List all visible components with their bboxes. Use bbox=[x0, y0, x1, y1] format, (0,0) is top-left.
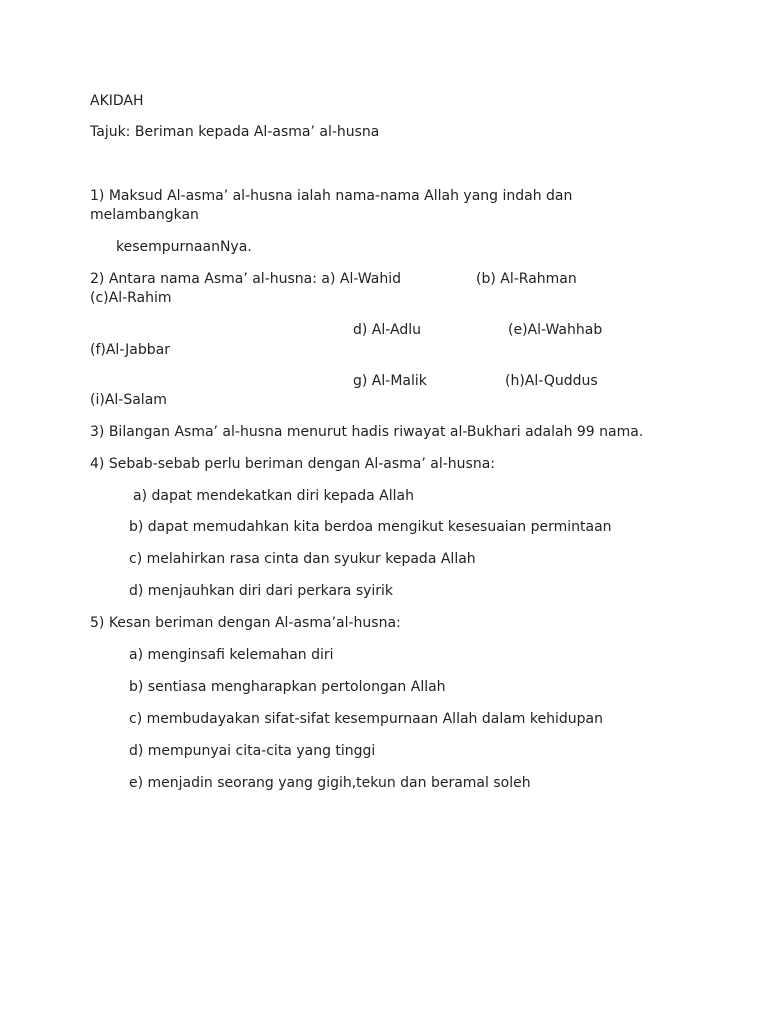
point-4-item: b) dapat memudahkan kita berdoa mengikut kesesuaian permintaan bbox=[129, 519, 612, 535]
point-1-line-3: kesempurnaanNya. bbox=[116, 239, 252, 255]
point-1-line-2: melambangkan bbox=[90, 207, 199, 223]
point-2-name-i: (i)Al-Salam bbox=[90, 392, 167, 408]
point-2-intro: 2) Antara nama Asma’ al-husna: a) Al-Wahid bbox=[90, 271, 402, 287]
point-3: 3) Bilangan Asma’ al-husna menurut hadis riwayat al-Bukhari adalah 99 nama. bbox=[90, 424, 644, 440]
point-4-item: a) dapat mendekatkan diri kepada Allah bbox=[133, 488, 414, 504]
point-5-intro: 5) Kesan beriman dengan Al-asma’al-husna: bbox=[90, 615, 401, 631]
point-4-item: c) melahirkan rasa cinta dan syukur kepada Allah bbox=[129, 551, 476, 567]
document-heading: AKIDAH bbox=[90, 93, 144, 109]
document-title: Tajuk: Beriman kepada Al-asma’ al-husna bbox=[90, 124, 380, 140]
point-2-name-e: (e)Al-Wahhab bbox=[508, 322, 603, 338]
point-5-item: d) mempunyai cita-cita yang tinggi bbox=[129, 743, 376, 759]
point-5-item: c) membudayakan sifat-sifat kesempurnaan Allah dalam kehidupan bbox=[129, 711, 603, 727]
point-2-name-c: (c)Al-Rahim bbox=[90, 290, 172, 306]
point-5-item: b) sentiasa mengharapkan pertolongan Allah bbox=[129, 679, 446, 695]
point-5-item: e) menjadin seorang yang gigih,tekun dan beramal soleh bbox=[129, 775, 531, 791]
point-2-name-g: g) Al-Malik bbox=[353, 373, 427, 389]
point-4-item: d) menjauhkan diri dari perkara syirik bbox=[129, 583, 394, 599]
point-2-name-d: d) Al-Adlu bbox=[353, 322, 421, 338]
point-2-name-h: (h)Al-Quddus bbox=[505, 373, 598, 389]
point-2-name-b: (b) Al-Rahman bbox=[476, 271, 577, 287]
point-4-intro: 4) Sebab-sebab perlu beriman dengan Al-asma’ al-husna: bbox=[90, 456, 495, 472]
point-5-item: a) menginsafi kelemahan diri bbox=[129, 647, 334, 663]
point-1-line-1: 1) Maksud Al-asma’ al-husna ialah nama-nama Allah yang indah dan bbox=[90, 188, 573, 204]
point-2-name-f: (f)Al-Jabbar bbox=[90, 342, 170, 358]
